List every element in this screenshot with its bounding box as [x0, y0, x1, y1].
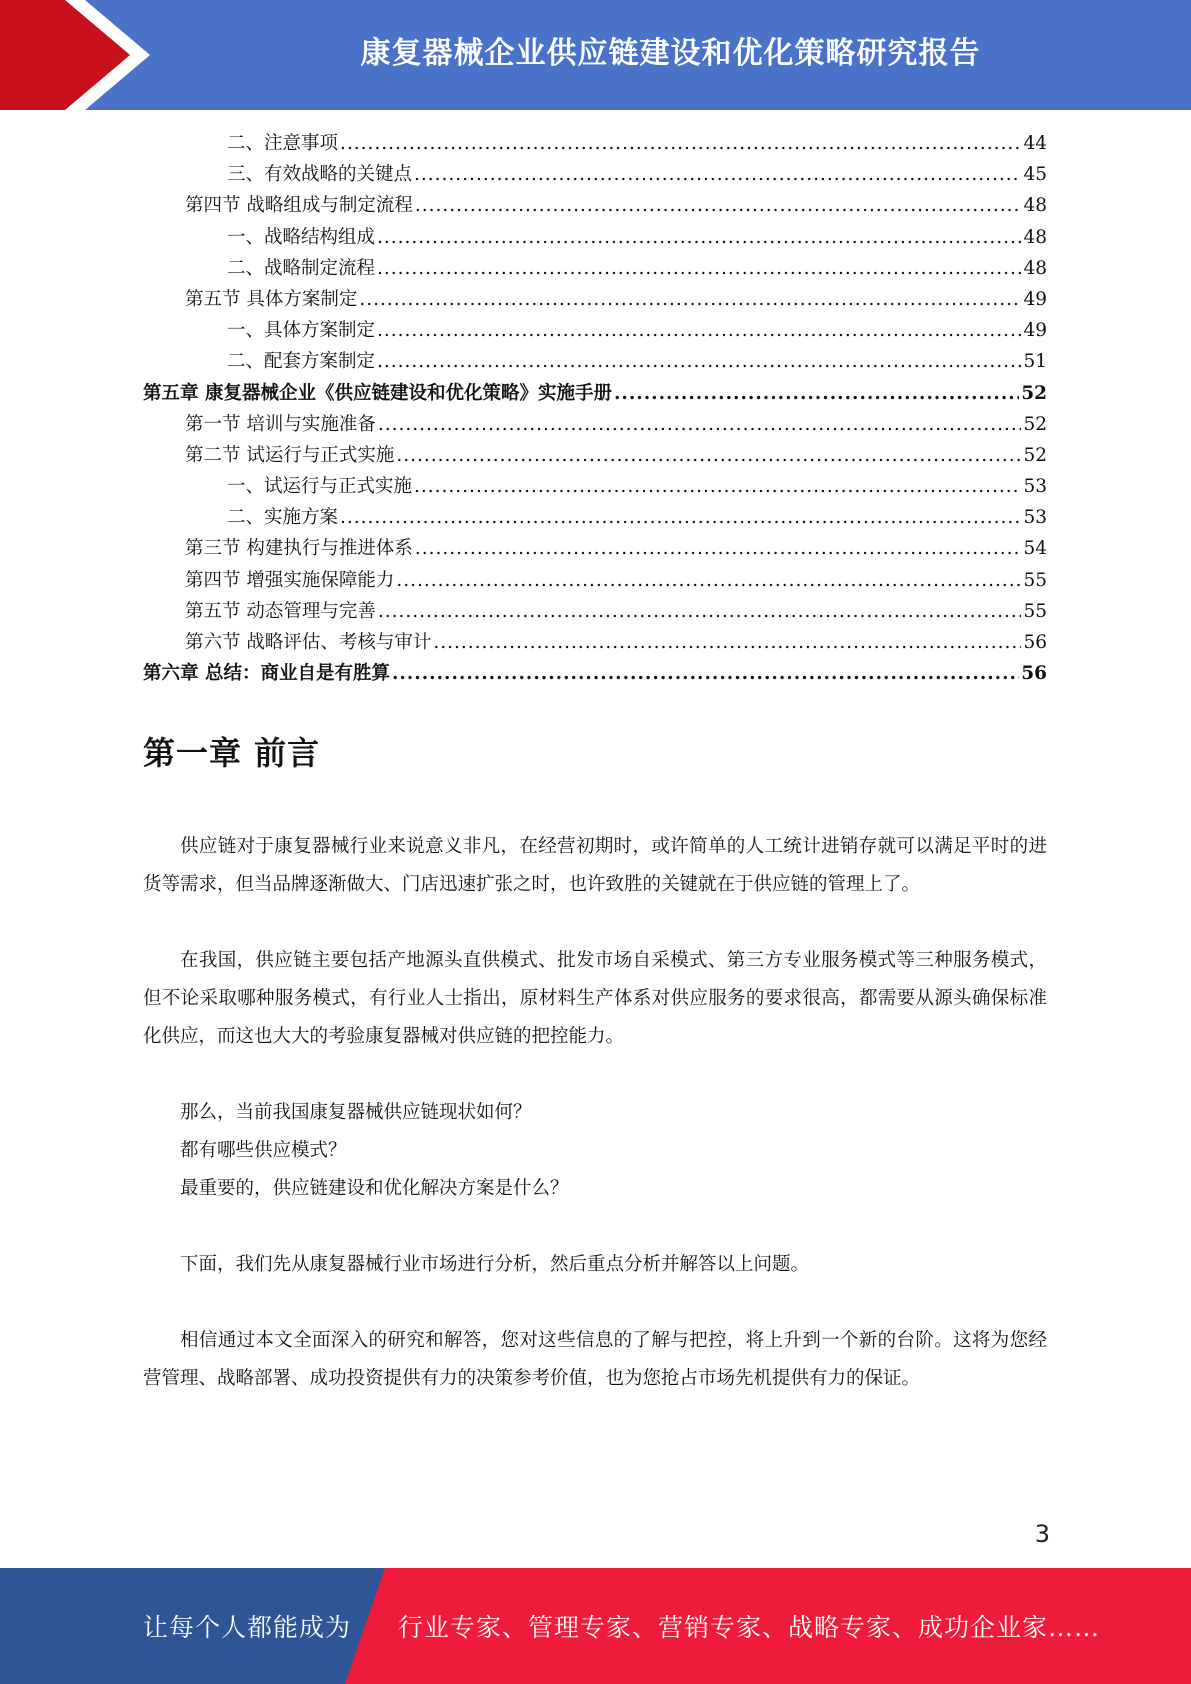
toc-leader-dots — [340, 128, 1021, 159]
page-footer — [0, 1568, 1191, 1684]
toc-leader-dots — [377, 253, 1021, 284]
toc-entry-title: 第五节 动态管理与完善 — [185, 600, 376, 622]
toc-leader-dots — [377, 346, 1021, 377]
toc-entry-title: 二、实施方案 — [227, 507, 339, 529]
toc-leader-dots — [414, 159, 1021, 190]
toc-entry[interactable] — [143, 565, 1047, 596]
toc-leader-dots — [614, 378, 1019, 409]
toc-leader-dots — [396, 565, 1021, 596]
toc-page-number: 56 — [1023, 632, 1047, 653]
chapter-heading: 第一章 前言 — [143, 734, 321, 772]
toc-entry-title: 第一节 培训与实施准备 — [185, 413, 376, 435]
table-of-contents — [143, 128, 1047, 689]
toc-entry[interactable] — [143, 502, 1047, 533]
toc-entry[interactable] — [143, 409, 1047, 440]
toc-page-number: 54 — [1023, 538, 1047, 560]
toc-entry-title: 二、注意事项 — [227, 133, 339, 154]
toc-leader-dots — [392, 658, 1019, 689]
paragraph: 相信通过本文全面深入的研究和解答，您对这些信息的了解与把控，将上升到一个新的台阶。这将为您经营管理、战略部署、成功投资提供有力的决策参考价值，也为您抢占市场先机提供有力的保证。 — [143, 1330, 1047, 1389]
report-title: 康复器械企业供应链建设和优化策略研究报告 — [360, 36, 981, 71]
question-line: 最重要的，供应链建设和优化解决方案是什么？ — [180, 1178, 569, 1199]
toc-entry-title: 三、有效战略的关键点 — [227, 164, 413, 186]
toc-page-number: 55 — [1023, 569, 1047, 591]
toc-leader-dots — [378, 409, 1022, 440]
toc-page-number: 52 — [1021, 382, 1047, 404]
question-line: 那么，当前我国康复器械供应链现状如何？ — [180, 1102, 532, 1123]
toc-page-number: 48 — [1023, 226, 1047, 248]
toc-entry[interactable] — [143, 440, 1047, 471]
toc-entry[interactable] — [143, 190, 1047, 221]
toc-leader-dots — [415, 533, 1022, 564]
toc-page-number: 45 — [1023, 164, 1047, 186]
toc-entry-title: 第三节 构建执行与推进体系 — [185, 538, 413, 560]
toc-leader-dots — [340, 502, 1021, 533]
toc-page-number: 48 — [1023, 257, 1047, 279]
toc-entry-title: 二、战略制定流程 — [227, 257, 376, 279]
page-number: 3 — [1034, 1520, 1050, 1548]
toc-page-number: 49 — [1023, 288, 1047, 310]
toc-entry-title: 一、具体方案制定 — [227, 320, 376, 342]
paragraph: 供应链对于康复器械行业来说意义非凡，在经营初期时，或许简单的人工统计进销存就可以满足平时的进货等需求，但当品牌逐渐做大、门店迅速扩张之时，也许致胜的关键就在于供应链的管理上了。 — [143, 836, 1047, 895]
toc-page-number: 51 — [1023, 351, 1047, 373]
toc-page-number: 52 — [1023, 444, 1047, 466]
toc-entry[interactable] — [143, 378, 1047, 409]
paragraph: 在我国，供应链主要包括产地源头直供模式、批发市场自采模式、第三方专业服务模式等三种服务模式，但不论采取哪种服务模式，有行业人士指出，原材料生产体系对供应服务的要求很高，都需要从源头确保标准化供应，而这也大大的考验康复器械对供应链的把控能力。 — [143, 950, 1047, 1047]
toc-entry[interactable] — [143, 128, 1047, 159]
toc-entry[interactable] — [143, 346, 1047, 377]
toc-page-number: 55 — [1023, 600, 1047, 622]
toc-entry-title: 第四节 增强实施保障能力 — [185, 569, 395, 591]
toc-entry[interactable] — [143, 159, 1047, 190]
page-header — [0, 0, 1191, 110]
toc-page-number: 56 — [1021, 663, 1047, 685]
toc-leader-dots — [415, 190, 1022, 221]
toc-leader-dots — [378, 596, 1022, 627]
toc-page-number: 48 — [1023, 195, 1047, 217]
question-line: 都有哪些供应模式？ — [180, 1140, 347, 1161]
toc-entry[interactable] — [143, 533, 1047, 564]
toc-entry-title: 第二节 试运行与正式实施 — [185, 444, 395, 466]
toc-entry[interactable] — [143, 471, 1047, 502]
toc-entry[interactable] — [143, 222, 1047, 253]
footer-slogan-right: 行业专家、管理专家、营销专家、战略专家、成功企业家…… — [398, 1613, 1101, 1642]
toc-page-number: 49 — [1023, 320, 1047, 342]
toc-entry[interactable] — [143, 596, 1047, 627]
toc-entry[interactable] — [143, 253, 1047, 284]
toc-entry-title: 二、配套方案制定 — [227, 351, 376, 373]
chapter-body — [143, 828, 1047, 1398]
toc-entry-title: 第五章 康复器械企业《供应链建设和优化策略》实施手册 — [143, 382, 612, 404]
toc-page-number: 53 — [1023, 507, 1047, 529]
toc-entry-title: 第四节 战略组成与制定流程 — [185, 195, 413, 217]
toc-entry[interactable] — [143, 284, 1047, 315]
toc-leader-dots — [414, 471, 1021, 502]
toc-leader-dots — [359, 284, 1021, 315]
toc-entry[interactable] — [143, 627, 1047, 658]
toc-leader-dots — [377, 222, 1021, 253]
toc-leader-dots — [377, 315, 1021, 346]
toc-page-number: 52 — [1023, 413, 1047, 435]
toc-entry-title: 第五节 具体方案制定 — [185, 288, 358, 310]
toc-leader-dots — [433, 627, 1021, 658]
toc-leader-dots — [396, 440, 1021, 471]
toc-entry-title: 一、战略结构组成 — [227, 226, 376, 248]
toc-entry-title: 一、试运行与正式实施 — [227, 476, 413, 498]
toc-entry[interactable] — [143, 315, 1047, 346]
toc-page-number: 53 — [1023, 476, 1047, 498]
toc-entry-title: 第六章 总结：商业自是有胜算 — [143, 663, 390, 685]
toc-entry[interactable] — [143, 658, 1047, 689]
toc-entry-title: 第六节 战略评估、考核与审计 — [185, 632, 432, 653]
paragraph: 下面，我们先从康复器械行业市场进行分析，然后重点分析并解答以上问题。 — [180, 1254, 810, 1275]
toc-page-number: 44 — [1023, 133, 1047, 154]
footer-slogan-left: 让每个人都能成为 — [143, 1613, 352, 1642]
